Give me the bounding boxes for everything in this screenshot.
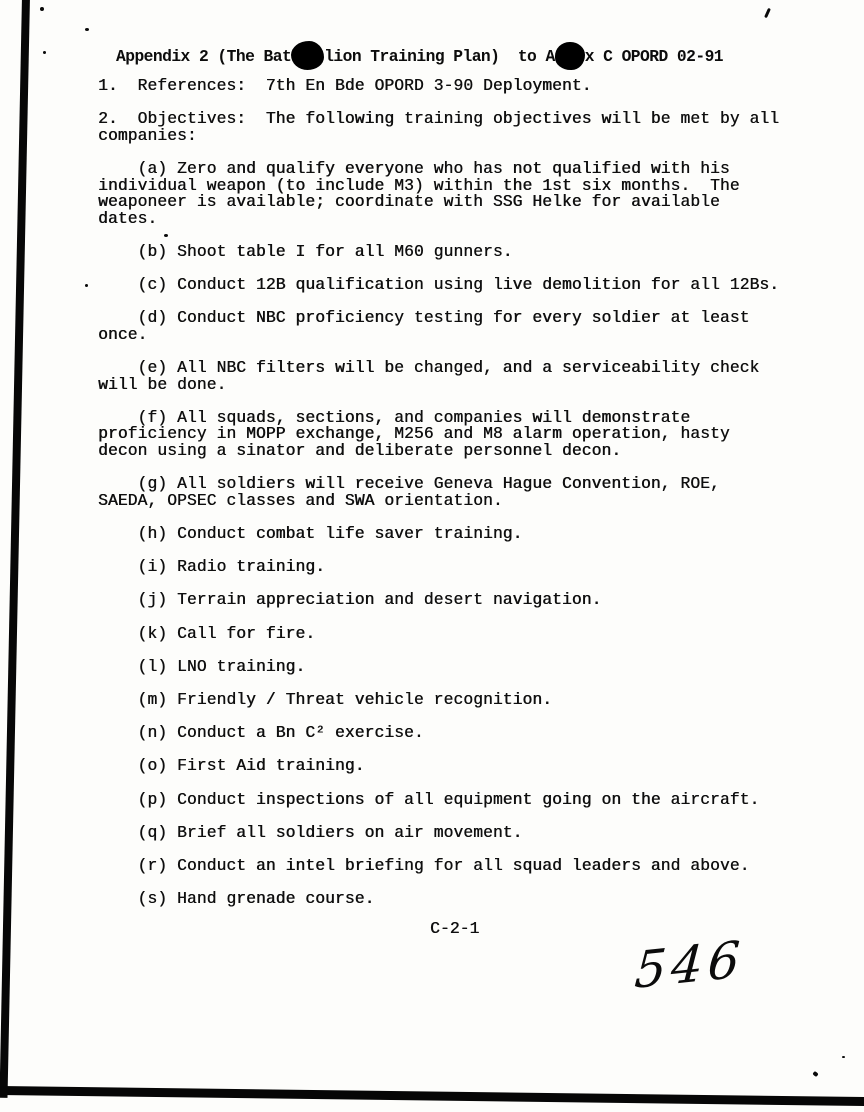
text-line: (h) Conduct combat life saver training. xyxy=(98,524,523,544)
paragraph xyxy=(98,855,818,875)
paragraph xyxy=(98,725,818,742)
text-line: (r) Conduct an intel briefing for all squad leaders and above. xyxy=(98,855,750,875)
text-line: (q) Brief all soldiers on air movement. xyxy=(98,822,523,842)
text-line: (f) All squads, sections, and companies will demonstrate xyxy=(98,407,691,427)
text-line: (g) All soldiers will receive Geneva Hague Convention, ROE, xyxy=(98,474,720,494)
scan-speckle xyxy=(43,51,46,54)
paragraph xyxy=(98,656,818,676)
handwritten-page-number: 546 xyxy=(632,929,747,1001)
title-segment: lion Training Plan) to A xyxy=(324,47,555,66)
text-line: proficiency in MOPP exchange, M256 and M8 alarm operation, hasty xyxy=(98,424,730,444)
text-line: companies: xyxy=(98,125,197,145)
scan-speckle xyxy=(812,1071,818,1077)
paragraph xyxy=(98,407,818,461)
text-line: individual weapon (to include M3) within the 1st six months. The xyxy=(98,175,740,195)
title-segment: Appendix 2 (The Bat xyxy=(116,47,292,66)
scan-speckle xyxy=(842,1056,845,1058)
paragraph xyxy=(98,758,818,775)
text-line: (c) Conduct 12B qualification using live demolition for all 12Bs. xyxy=(98,275,780,295)
text-line: (b) Shoot table I for all M60 gunners. xyxy=(98,241,513,261)
paragraph xyxy=(98,891,818,908)
redaction-mark xyxy=(555,42,585,70)
scan-edge-bottom-bar xyxy=(0,1086,864,1106)
paragraph xyxy=(98,78,818,95)
paragraph xyxy=(98,360,818,393)
paragraph xyxy=(98,822,818,842)
text-line: (j) Terrain appreciation and desert navigation. xyxy=(98,590,602,610)
paragraph xyxy=(98,310,818,343)
paragraph xyxy=(98,111,818,144)
text-line: weaponeer is available; coordinate with SSG Helke for available xyxy=(98,192,720,212)
text-line: 2. Objectives: The following training objectives will be met by all xyxy=(98,109,780,129)
paragraph xyxy=(98,241,818,261)
text-line: (m) Friendly / Threat vehicle recognition. xyxy=(98,689,553,709)
text-line: (l) LNO training. xyxy=(98,656,306,676)
text-line: 1. References: 7th En Bde OPORD 3-90 Deployment. xyxy=(98,76,592,95)
scan-speckle xyxy=(85,284,88,287)
scan-speckle xyxy=(40,7,44,11)
text-line: (d) Conduct NBC proficiency testing for every soldier at least xyxy=(98,308,750,328)
page-number: C-2-1 xyxy=(430,919,480,938)
text-line: (o) First Aid training. xyxy=(98,756,365,776)
text-line: (a) Zero and qualify everyone who has not qualified with his xyxy=(98,158,730,178)
text-line: (p) Conduct inspections of all equipment going on the aircraft. xyxy=(98,789,760,809)
text-line: SAEDA, OPSEC classes and SWA orientation. xyxy=(98,490,503,510)
paragraph xyxy=(98,789,818,809)
paragraph xyxy=(98,158,818,228)
paragraph xyxy=(98,476,818,509)
text-line: (n) Conduct a Bn C² exercise. xyxy=(98,723,424,743)
text-line: decon using a sinator and deliberate personnel decon. xyxy=(98,441,622,461)
scan-edge-left-bar xyxy=(0,0,30,1098)
text-line: will be done. xyxy=(98,374,227,394)
title-segment: x C OPORD 02-91 xyxy=(584,47,724,66)
text-line: once. xyxy=(98,324,148,344)
paragraph xyxy=(98,559,818,576)
text-line: (e) All NBC filters will be changed, and a serviceability check xyxy=(98,358,760,378)
scan-speckle xyxy=(85,28,89,31)
paragraph xyxy=(98,277,818,294)
document-body xyxy=(98,78,818,908)
text-line: (i) Radio training. xyxy=(98,557,326,577)
text-line: (s) Hand grenade course. xyxy=(98,889,375,909)
text-line: dates. xyxy=(98,208,158,228)
document-title xyxy=(116,41,723,70)
redaction-mark xyxy=(291,41,324,70)
paragraph xyxy=(98,623,818,643)
paragraph xyxy=(98,526,818,543)
paragraph xyxy=(98,689,818,709)
scan-tick-mark xyxy=(764,8,771,18)
paragraph xyxy=(98,592,818,609)
text-line: (k) Call for fire. xyxy=(98,623,316,643)
